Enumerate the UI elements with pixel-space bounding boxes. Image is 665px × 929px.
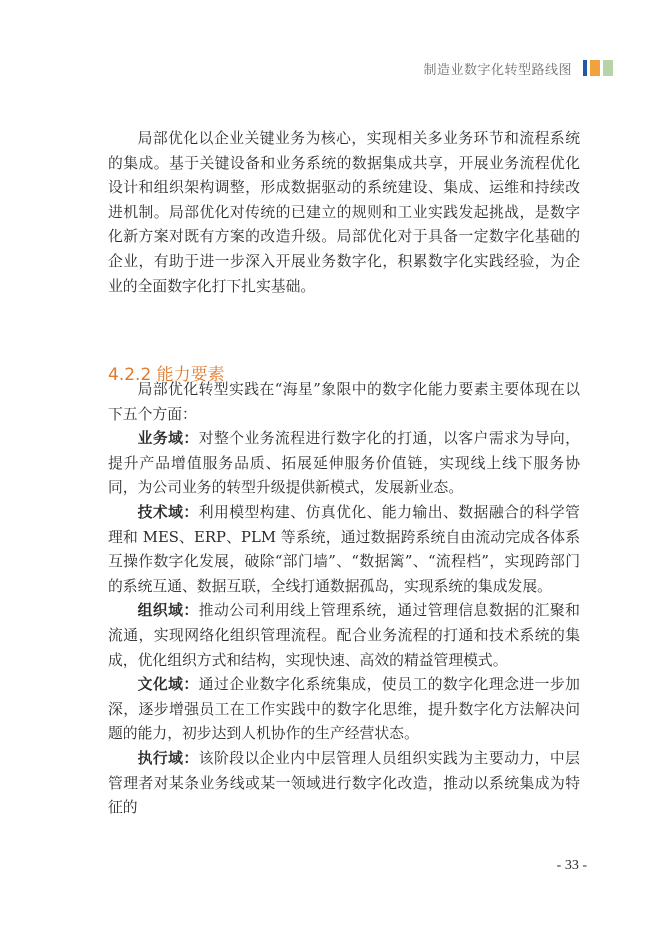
page-number: - 33 - xyxy=(556,858,587,873)
header-accent-bar-blue xyxy=(583,60,587,76)
running-header xyxy=(423,56,613,80)
item-organization xyxy=(108,599,580,673)
item-execution xyxy=(108,747,580,821)
item-term: 业务域： xyxy=(137,430,199,448)
paragraph: 局部优化以企业关键业务为核心，实现相关多业务环节和流程系统的集成。基于关键设备和业务系统的数据集成共享，开展业务流程优化设计和组织架构调整，形成数据驱动的系统建设、集成、运维和持续改进机制。局部优化对传统的已建立的规则和工业实践发起挑战，是数字化新方案对既有方案的改造升级。局部优化对于具备一定数字化基础的企业，有助于进一步深入开展业务数字化，积累数字化实践经验，为企业的全面数字化打下扎实基础。 xyxy=(108,130,580,295)
item-text: 利用模型构建、仿真优化、能力输出、数据融合的科学管理和 MES、ERP、PLM 等系统，通过数据跨系统自由流动完成各体系互操作数字化发展，破除“部门墙”、“数据篱”、“流程档”，实现跨部门的系统互通、数据互联，全线打通数据孤岛，实现系统的集成发展。 xyxy=(108,503,580,595)
item-text: 通过企业数字化系统集成，使员工的数字化理念进一步加深，逐步增强员工在工作实践中的数字化思维，提升数字化方法解决问题的能力，初步达到人机协作的生产经营状态。 xyxy=(108,676,580,743)
item-technology xyxy=(108,501,580,599)
item-text: 该阶段以企业内中层管理人员组织实践为主要动力，中层管理者对某条业务线或某一领域进行数字化改造，推动以系统集成为特征的 xyxy=(108,749,580,817)
item-term: 组织域： xyxy=(137,602,199,620)
header-title: 制造业数字化转型路线图 xyxy=(423,62,572,78)
item-term: 文化域： xyxy=(137,676,199,694)
body-text-top xyxy=(108,127,580,299)
section-heading: 4.2.2 能力要素 xyxy=(108,365,225,385)
section-body xyxy=(108,378,580,821)
header-accent-bar-green xyxy=(603,60,613,76)
header-accent-bar-orange xyxy=(590,60,600,76)
item-business xyxy=(108,427,580,501)
section-intro: 局部优化转型实践在“海星”象限中的数字化能力要素主要体现在以下五个方面： xyxy=(108,381,580,423)
item-text: 对整个业务流程进行数字化的打通，以客户需求为导向，提升产品增值服务品质、拓展延伸服务价值链，实现线上线下服务协同，为公司业务的转型升级提供新模式，发展新业态。 xyxy=(108,430,580,497)
item-term: 技术域： xyxy=(137,503,199,521)
item-text: 推动公司利用线上管理系统，通过管理信息数据的汇聚和流通，实现网络化组织管理流程。配合业务流程的打通和技术系统的集成，优化组织方式和结构，实现快速、高效的精益管理模式。 xyxy=(108,602,580,669)
item-term: 执行域： xyxy=(137,749,199,767)
item-culture xyxy=(108,673,580,747)
